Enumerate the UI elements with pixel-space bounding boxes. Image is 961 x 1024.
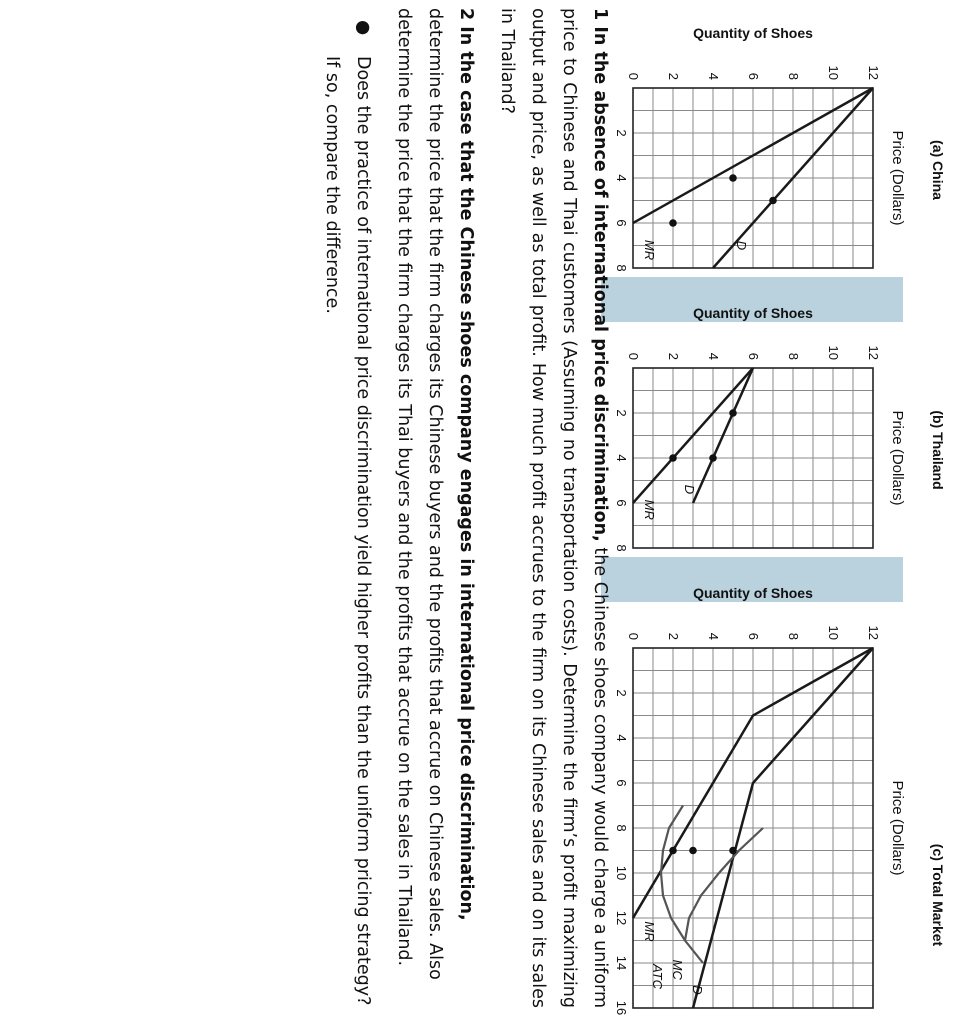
curve-atc — [661, 806, 703, 964]
y-tick-label: 4 — [706, 72, 721, 80]
curve-label-mr: MR — [642, 239, 657, 261]
y-axis-title: Price (Dollars) — [889, 780, 906, 876]
y-tick-labels — [626, 346, 881, 360]
x-axis-title: Quantity of Shoes — [693, 585, 813, 601]
y-tick-label: 10 — [826, 625, 841, 640]
y-tick-label: 8 — [786, 632, 801, 640]
x-tick-label: 12 — [614, 910, 629, 926]
x-tick-label: 2 — [614, 409, 629, 417]
question-2 — [388, 8, 481, 1008]
y-tick-label: 2 — [666, 72, 681, 80]
curve-label-mr: MR — [642, 921, 657, 942]
question-1-body: the Chinese shoes company would charge a uniform price to Chinese and Thai customers (Assuming no transportation costs). Determine the firm’s profit maximizing output and price, as well as total profit. How much profit accrues to the firm on its Chinese sales and on its sales in Thailand? — [497, 8, 610, 1008]
curve-label-mr: MR — [642, 499, 657, 520]
y-tick-labels — [626, 66, 881, 80]
y-tick-label: 12 — [866, 345, 881, 360]
question-text — [316, 8, 615, 1008]
curve-label-d: D — [682, 484, 697, 495]
x-tick-labels — [614, 129, 629, 271]
x-tick-label: 8 — [614, 824, 629, 832]
curve-point — [689, 847, 697, 855]
x-tick-label: 14 — [614, 955, 629, 971]
y-tick-label: 12 — [866, 65, 881, 80]
bullet-text: Does the practice of international price discrimination yield higher profits than the uniform pricing strategy? If so, compare the difference. — [322, 56, 373, 1006]
charts-area — [614, 0, 961, 1024]
curve-point — [669, 847, 677, 855]
x-axis-title: Quantity of Shoes — [693, 25, 813, 41]
y-tick-label: 6 — [746, 72, 761, 80]
x-tick-label: 10 — [614, 865, 629, 881]
curve-point — [709, 454, 717, 462]
x-axis-title: Quantity of Shoes — [693, 305, 813, 321]
panel-title: (c) Total Market — [930, 843, 946, 947]
grid — [633, 88, 873, 268]
y-tick-label: 6 — [746, 632, 761, 640]
y-tick-label: 6 — [746, 352, 761, 360]
y-tick-label: 12 — [866, 625, 881, 640]
question-1 — [491, 8, 615, 1008]
y-tick-label: 0 — [626, 632, 641, 640]
y-tick-label: 8 — [786, 72, 801, 80]
x-tick-label: 6 — [614, 219, 629, 227]
bullet-item — [316, 8, 378, 1008]
y-tick-label: 10 — [826, 345, 841, 360]
curve-label-d: D — [734, 240, 749, 251]
grid — [633, 368, 873, 548]
panel-title: (b) Thailand — [930, 410, 946, 490]
x-tick-label: 4 — [614, 734, 629, 742]
question-2-lead: 2 In the case that the Chinese shoes company engages in international price discrimination, — [456, 8, 476, 921]
panel-thailand — [614, 305, 946, 552]
curve-point — [669, 219, 677, 227]
y-tick-label: 2 — [666, 632, 681, 640]
panel-title: (a) China — [930, 140, 946, 200]
panel-china — [614, 25, 946, 272]
curve-label-atc: ATC — [650, 963, 665, 990]
y-tick-label: 2 — [666, 352, 681, 360]
curve-point — [729, 847, 737, 855]
curve-point — [729, 409, 737, 417]
y-tick-label: 4 — [706, 632, 721, 640]
y-tick-label: 8 — [786, 352, 801, 360]
x-tick-labels — [614, 409, 629, 551]
y-tick-label: 0 — [626, 72, 641, 80]
y-axis-title: Price (Dollars) — [889, 130, 906, 226]
x-tick-label: 16 — [614, 1000, 629, 1016]
y-tick-label: 0 — [626, 352, 641, 360]
curve-point — [729, 174, 737, 182]
y-tick-label: 4 — [706, 352, 721, 360]
y-axis-title: Price (Dollars) — [889, 410, 906, 506]
x-tick-label: 2 — [614, 689, 629, 697]
x-tick-label: 8 — [614, 264, 629, 272]
curve-label-d: D — [690, 985, 705, 995]
curve-label-mc: MC — [670, 959, 685, 980]
y-tick-label: 10 — [826, 65, 841, 80]
x-tick-label: 6 — [614, 779, 629, 787]
x-tick-label: 4 — [614, 454, 629, 462]
x-tick-label: 2 — [614, 129, 629, 137]
question-1-lead: 1 In the absence of international price discrimination, — [590, 8, 610, 542]
x-tick-labels — [614, 689, 629, 1015]
x-tick-label: 8 — [614, 544, 629, 552]
bullet-dot-icon: ● — [353, 20, 373, 36]
curve-point — [669, 454, 677, 462]
question-2-body: determine the price that the firm charges its Chinese buyers and the profits that accrue on Chinese sales. Also determine the price that the firm charges its Thai buyers and the profits that accrue on the sales in Thailand. — [394, 8, 445, 980]
panel-total-market — [614, 585, 946, 1015]
curve-point — [769, 197, 777, 205]
x-tick-label: 6 — [614, 499, 629, 507]
y-tick-labels — [626, 626, 881, 640]
curve-mc — [685, 828, 763, 941]
x-tick-label: 4 — [614, 174, 629, 182]
